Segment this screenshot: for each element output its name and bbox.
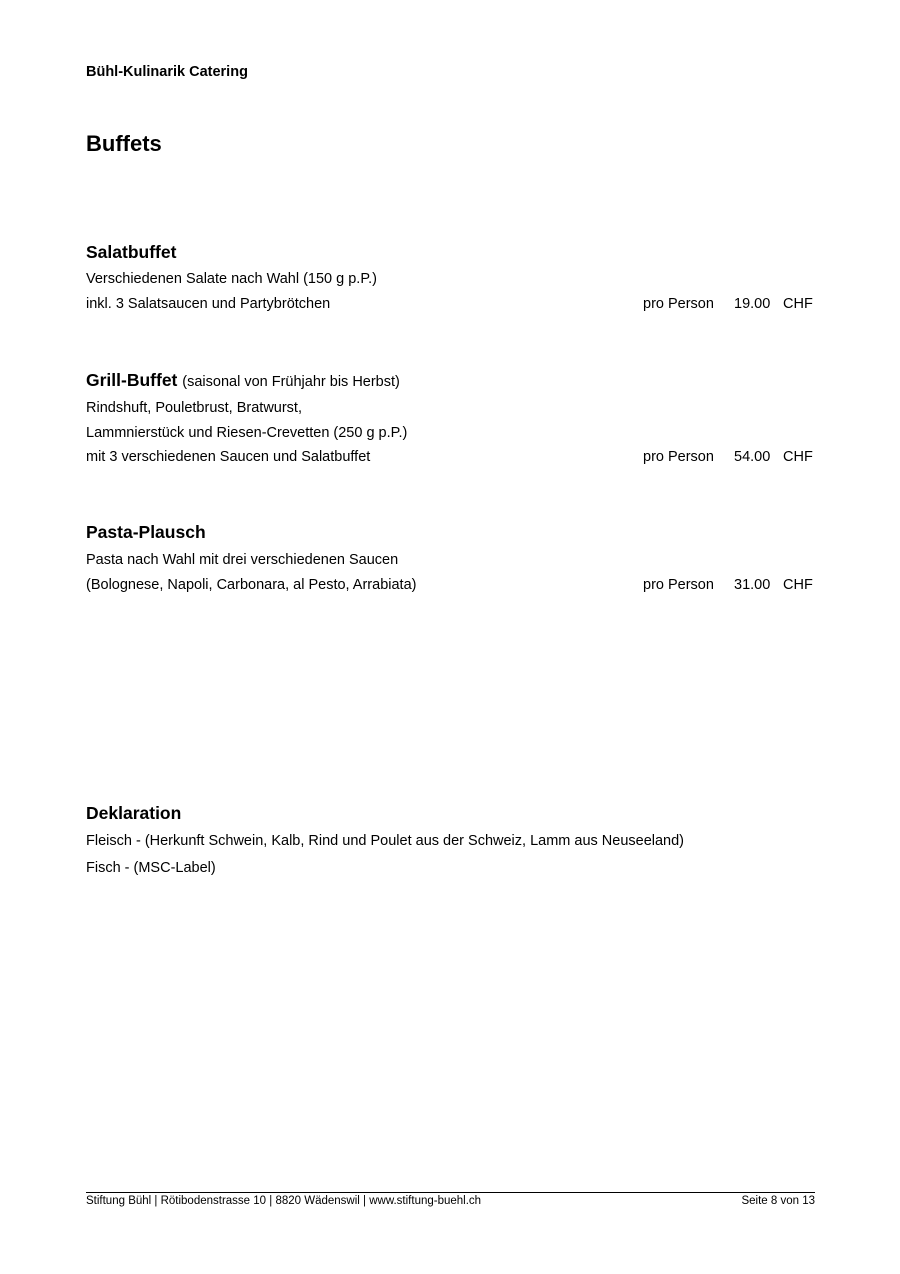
grill-buffet-price-unit: pro Person (643, 449, 714, 465)
page-title: Buffets (86, 131, 162, 156)
footer-page-number: Seite 8 von 13 (741, 1195, 815, 1207)
section-title-pasta-plausch: Pasta-Plausch (86, 522, 206, 542)
company-name: Bühl-Kulinarik Catering (86, 64, 248, 80)
section-title-grill-buffet (86, 370, 400, 391)
salatbuffet-price-amount: 19.00 (734, 296, 771, 312)
deklaration-line-1: Fleisch - (Herkunft Schwein, Kalb, Rind und Poulet aus der Schweiz, Lamm aus Neuseeland) (86, 833, 685, 849)
section-title-deklaration: Deklaration (86, 803, 182, 823)
salatbuffet-line-1: Verschiedenen Salate nach Wahl (150 g p.P.) (86, 271, 377, 287)
footer-address: Stiftung Bühl | Rötibodenstrasse 10 | 8820 Wädenswil | www.stiftung-buehl.ch (86, 1195, 482, 1207)
pasta-plausch-line-2: (Bolognese, Napoli, Carbonara, al Pesto, Arrabiata) (86, 577, 417, 593)
pasta-plausch-line-1: Pasta nach Wahl mit drei verschiedenen Saucen (86, 552, 399, 568)
salatbuffet-price-unit: pro Person (643, 296, 714, 312)
grill-buffet-title: Grill-Buffet (86, 370, 178, 390)
grill-buffet-price-amount: 54.00 (734, 449, 771, 465)
footer-divider (86, 1192, 815, 1193)
pasta-plausch-price-unit: pro Person (643, 577, 714, 593)
salatbuffet-price-currency: CHF (783, 296, 813, 312)
section-title-salatbuffet: Salatbuffet (86, 242, 177, 262)
deklaration-line-2: Fisch - (MSC-Label) (86, 860, 216, 876)
salatbuffet-line-2: inkl. 3 Salatsaucen und Partybrötchen (86, 296, 331, 312)
grill-buffet-note: (saisonal von Frühjahr bis Herbst) (182, 374, 400, 390)
pasta-plausch-price-amount: 31.00 (734, 577, 771, 593)
grill-buffet-price-currency: CHF (783, 449, 813, 465)
grill-buffet-line-3: mit 3 verschiedenen Saucen und Salatbuffet (86, 449, 371, 465)
grill-buffet-line-1: Rindshuft, Pouletbrust, Bratwurst, (86, 400, 302, 416)
grill-buffet-line-2: Lammnierstück und Riesen-Crevetten (250 g p.P.) (86, 425, 408, 441)
pasta-plausch-price-currency: CHF (783, 577, 813, 593)
